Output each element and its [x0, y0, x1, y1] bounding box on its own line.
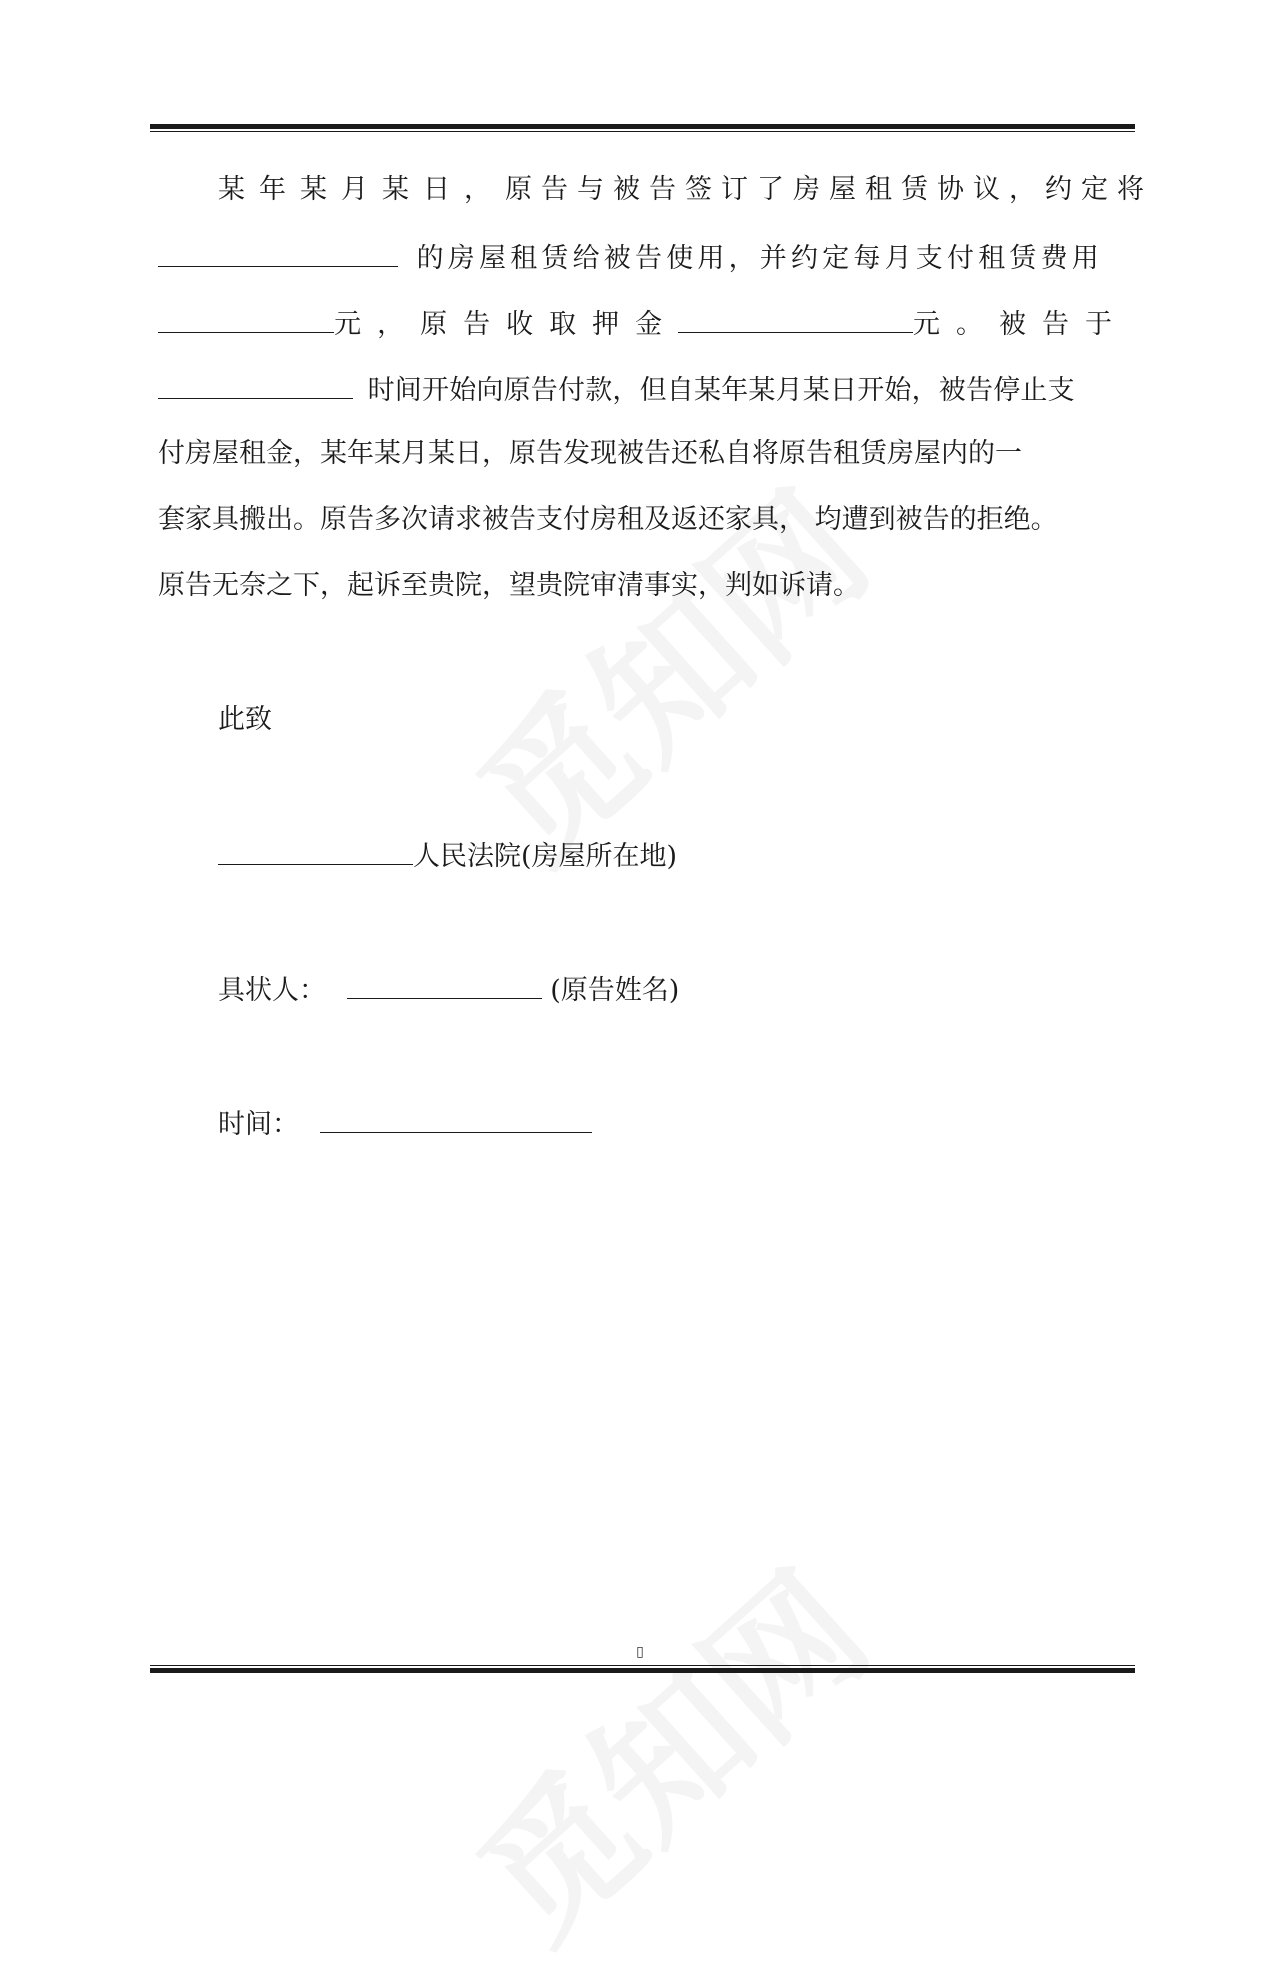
time-label: 时间：	[218, 1109, 299, 1140]
text-agreement-segment: 原告与被告签订了房屋租赁协议，	[505, 174, 1045, 205]
paragraph-line-7: 原告无奈之下，起诉至贵院，望贵院审清事实，判如诉请。	[158, 570, 860, 601]
header-rule	[150, 124, 1135, 132]
blank-monthly-rent[interactable]	[158, 302, 334, 333]
text-date-segment: 某年某月某日，	[218, 174, 505, 205]
blank-deposit-amount[interactable]	[678, 302, 913, 333]
signer-label: 具状人：	[218, 975, 326, 1006]
court-line	[218, 834, 1188, 877]
watermark-lower	[426, 1517, 905, 1979]
text-agree-segment: 约定将	[1045, 174, 1153, 205]
paragraph-line-5: 付房屋租金，某年某月某日，原告发现被告还私自将原告租赁房屋内的一	[158, 438, 1022, 469]
blank-property-address[interactable]	[158, 236, 398, 267]
blank-payment-start[interactable]	[158, 368, 353, 399]
blank-signer-name[interactable]	[347, 968, 542, 999]
text-deposit: 原告收取押金	[420, 309, 679, 340]
paragraph-line-2	[158, 236, 1128, 279]
paragraph-line-6: 套家具搬出。原告多次请求被告支付房租及返还家具， 均遭到被告的拒绝。	[158, 504, 1058, 535]
court-label: 人民法院(房屋所在地)	[413, 841, 678, 872]
closing-salutation: 此致	[218, 704, 272, 735]
blank-time[interactable]	[320, 1102, 592, 1133]
blank-court-name[interactable]	[218, 834, 413, 865]
time-line	[218, 1102, 1188, 1145]
text-lease-terms: 的房屋租赁给被告使用，并约定每月支付租赁费用	[416, 243, 1103, 274]
paragraph-line-4	[158, 368, 1128, 411]
page-number: ▯	[636, 1644, 644, 1660]
footer-rule	[150, 1665, 1135, 1673]
text-payment: 时间开始向原告付款，但自某年某月某日开始，被告停止支	[367, 375, 1075, 406]
text-yuan-1: 元，	[334, 309, 421, 340]
signer-line	[218, 968, 1188, 1011]
signer-note: (原告姓名)	[550, 975, 680, 1006]
paragraph-line-1	[218, 170, 1153, 210]
text-yuan-2: 元。被告于	[913, 309, 1128, 340]
paragraph-line-3	[158, 302, 1128, 345]
